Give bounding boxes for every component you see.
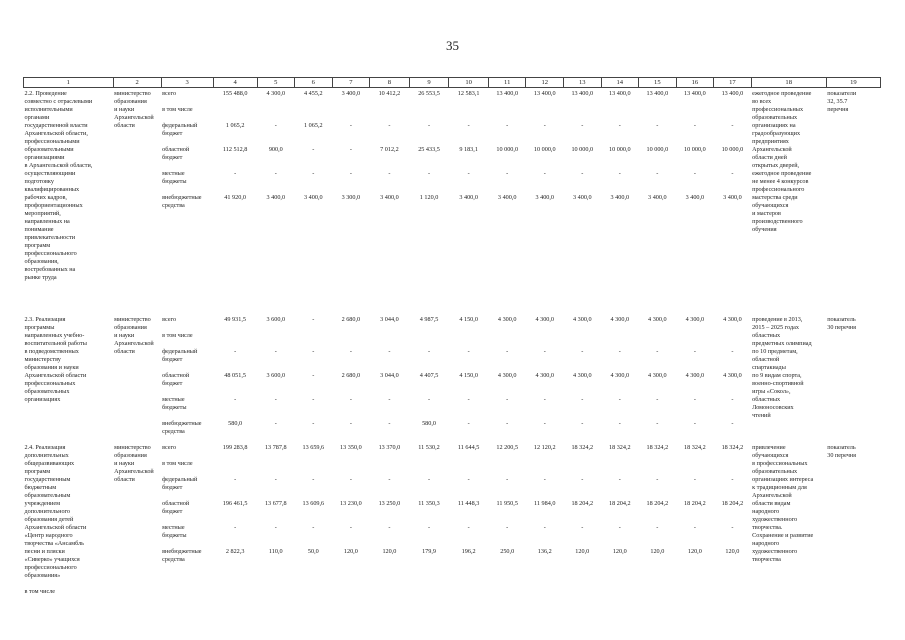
amount-cell: 4 300,0 - 4 300,0 - - — [723, 315, 742, 427]
activity-name-cell: 2.2. Проведение совместно с отраслевыми исполнительными органами государственной власти Архангельской области, профессиональными образовательными организациями в Архангельской области, осуществляющими подготовку квалифицированных рабочих кадров, профориентационных мероприятий, направленных на понимание привлекательности программ профессионального образования, востребованных на рынке труда — [24, 90, 93, 281]
amount-cell: 13 400,0 - 10 000,0 - 3 400,0 — [533, 90, 556, 201]
column-header: 10 — [449, 78, 489, 88]
expected-result-cell: проведение в 2013, 2015 – 2025 годах областных предметных олимпиад по 10 предметам, областной спартакиады по 9 видам спорта, военно-спортивной игры «Сокол», областных Ломоносовских чтений — [752, 315, 812, 419]
column-header: 3 — [161, 78, 213, 88]
funding-source-cell: всего в том числе федеральный бюджет областной бюджет местные бюджеты внебюджетные средства — [162, 315, 202, 435]
amount-cell: 2 680,0 - 2 680,0 - - — [341, 315, 361, 427]
amount-cell: 4 300,0 - 4 300,0 - - — [685, 315, 705, 427]
amount-cell: 12 583,1 - 9 183,1 - 3 400,0 — [457, 90, 480, 201]
column-header: 1 — [24, 78, 114, 88]
amount-cell: 12 200,5 - 11 950,5 - 250,0 — [496, 443, 519, 555]
column-header: 18 — [751, 78, 826, 88]
amount-cell: 155 488,0 1 065,2 112 512,8 - 41 920,0 — [222, 90, 248, 201]
executor-cell: министерство образования и науки Архангельской области — [114, 443, 154, 483]
table-row — [24, 88, 881, 314]
indicator-link-cell: показатель 30 перечня — [827, 443, 856, 459]
amount-cell: 11 530,2 - 11 350,3 - 179,9 — [418, 443, 440, 555]
column-number-row — [24, 78, 881, 88]
amount-cell: 18 324,2 - 18 204,2 - 120,0 — [646, 443, 669, 555]
indicator-link-cell: показатели 32, 35.7 перечня — [827, 90, 857, 113]
amount-cell: 13 350,0 - 13 230,0 - 120,0 — [340, 443, 362, 555]
table-row — [24, 442, 881, 617]
activity-name-cell: 2.3. Реализация программы направленных учебно- воспитательной работы в подведомственных министерству образования и науки Архангельской области профессиональных образовательных организациях — [24, 315, 87, 403]
column-header: 16 — [676, 78, 714, 88]
amount-cell: 199 283,8 - 196 461,5 - 2 822,3 — [222, 443, 248, 555]
amount-cell: 4 300,0 - 4 300,0 - - — [572, 315, 592, 427]
column-header: 17 — [714, 78, 752, 88]
funding-source-cell: всего в том числе федеральный бюджет областной бюджет местные бюджеты внебюджетные средства — [162, 90, 202, 209]
amount-cell: 13 400,0 - 10 000,0 - 3 400,0 — [721, 90, 744, 201]
column-header: 8 — [370, 78, 410, 88]
indicator-link-cell: показатель 30 перечня — [827, 315, 856, 331]
amount-cell: 12 120,2 - 11 984,0 - 136,2 — [533, 443, 556, 555]
column-header: 2 — [113, 78, 161, 88]
executor-cell: министерство образования и науки Архангельской области — [114, 315, 154, 355]
expected-result-cell: привлечение обучающихся в профессиональных образовательных организациях интереса к традиционным для Архангельской области видам народного художественного творчества. Сохранение и развитие народного художественного творчества — [752, 443, 814, 563]
amount-cell: 4 300,0 - 4 300,0 - - — [497, 315, 517, 427]
amount-cell: 49 931,5 - 48 051,5 - 580,0 — [224, 315, 246, 427]
amount-cell: 13 370,0 - 13 250,0 - 120,0 — [378, 443, 401, 555]
amount-cell: 4 300,0 - 4 300,0 - - — [648, 315, 667, 427]
funding-source-cell: всего в том числе федеральный бюджет областной бюджет местные бюджеты внебюджетные средства — [162, 443, 202, 563]
amount-cell: 4 300,0 - 900,0 - 3 400,0 — [266, 90, 286, 201]
amount-cell: 13 400,0 - 10 000,0 - 3 400,0 — [496, 90, 519, 201]
amount-cell: 18 324,2 - 18 204,2 - 120,0 — [608, 443, 631, 555]
amount-cell: 18 324,2 - 18 204,2 - 120,0 — [721, 443, 744, 555]
amount-cell: 3 044,0 - 3 044,0 - - — [380, 315, 399, 427]
amount-cell: 3 600,0 - 3 600,0 - - — [266, 315, 286, 427]
executor-cell: министерство образования и науки Архангельской области — [114, 90, 154, 129]
budget-table — [23, 77, 881, 617]
amount-cell: 4 987,5 - 4 407,5 - 580,0 — [419, 315, 439, 427]
column-header: 19 — [826, 78, 880, 88]
amount-cell: 4 455,2 1 065,2 - - 3 400,0 — [304, 90, 323, 201]
amount-cell: 18 324,2 - 18 204,2 - 120,0 — [684, 443, 706, 555]
column-header: 4 — [213, 78, 257, 88]
column-header: 5 — [257, 78, 295, 88]
amount-cell: 4 300,0 - 4 300,0 - - — [535, 315, 555, 427]
column-header: 9 — [409, 78, 449, 88]
column-header: 15 — [639, 78, 677, 88]
amount-cell: 13 787,8 - 13 677,8 - 110,0 — [264, 443, 287, 555]
column-header: 6 — [295, 78, 333, 88]
expected-result-cell: ежегодное проведение во всех профессиональных образовательных организациях на градообразующих предприятиях Архангельской области дней открытых дверей, ежегодное проведение не менее 4 конкурсов профессионального мастерства среди обучающихся и мастеров производственного обучения — [752, 90, 812, 233]
column-header: 7 — [332, 78, 370, 88]
amount-cell: 4 150,0 - 4 150,0 - - — [459, 315, 478, 427]
column-header: 12 — [526, 78, 564, 88]
amount-cell: 26 553,5 - 25 433,5 - 1 120,0 — [418, 90, 440, 201]
activity-name-cell: 2.4. Реализация дополнительных общеразвивающих программ государственным бюджетным образовательным учреждением дополнительного образования детей Архангельской области «Центр народного творчества «Ансамбль песни и пляски «Сиверко» учащихся профессионального образования» в том числе — [24, 443, 87, 595]
amount-cell: 10 412,2 - 7 012,2 - 3 400,0 — [378, 90, 401, 201]
amount-cell: 13 659,6 - 13 609,6 - 50,0 — [302, 443, 325, 555]
amount-cell: - - - - - — [312, 315, 315, 427]
amount-cell: 11 644,5 - 11 448,3 - 196,2 — [457, 443, 480, 555]
column-header: 13 — [564, 78, 602, 88]
amount-cell: 18 324,2 - 18 204,2 - 120,0 — [571, 443, 594, 555]
amount-cell: 13 400,0 - 10 000,0 - 3 400,0 — [646, 90, 669, 201]
column-header: 14 — [601, 78, 639, 88]
page-number: 35 — [446, 38, 459, 53]
column-header: 11 — [488, 78, 526, 88]
amount-cell: 13 400,0 - 10 000,0 - 3 400,0 — [571, 90, 594, 201]
amount-cell: 4 300,0 - 4 300,0 - - — [610, 315, 630, 427]
amount-cell: 3 400,0 - - - 3 300,0 — [341, 90, 361, 201]
amount-cell: 13 400,0 - 10 000,0 - 3 400,0 — [684, 90, 706, 201]
amount-cell: 13 400,0 - 10 000,0 - 3 400,0 — [608, 90, 631, 201]
table-row — [24, 314, 881, 442]
